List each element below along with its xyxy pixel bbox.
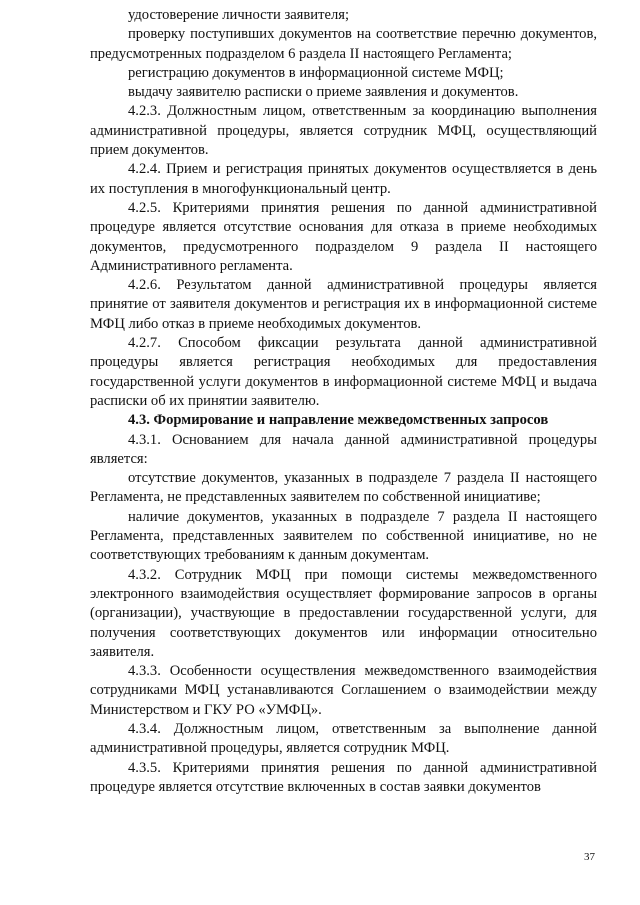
paragraph-4-2-5: 4.2.5. Критериями принятия решения по данной административной процедуре является отсутствие основания для отказа в приеме необходимых документов, предусмотренного подразделом 9 раздела II настоящего Административного регламента. [90,199,597,274]
paragraph-4-3-5: 4.3.5. Критериями принятия решения по данной административной процедуре является отсутствие включенных в состав заявки документов [90,759,597,795]
paragraph-4-3-3: 4.3.3. Особенности осуществления межведомственного взаимодействия сотрудниками МФЦ устанавливаются Соглашением о взаимодействии между Министерством и ГКУ РО «УМФЦ». [90,663,597,718]
paragraph-presence-of-documents: наличие документов, указанных в подразделе 7 раздела II настоящего Регламента, представленных заявителем по собственной инициативе, но не соответствующих требованиям к данным документам. [90,508,597,564]
paragraph-receipt: выдачу заявителю расписки о приеме заявления и документов. [128,84,519,101]
paragraph-registration: регистрацию документов в информационной системе МФЦ; [128,64,504,81]
paragraph-4-3-2: 4.3.2. Сотрудник МФЦ при помощи системы межведомственного электронного взаимодействия осуществляет формирование запросов в органы (организации), участвующие в предоставлении государственной услуги, для получения соответствующих документов или информации относительно заявителя. [90,566,597,660]
paragraph-document-check: проверку поступивших документов на соответствие перечню документов, предусмотренных подразделом 6 раздела II настоящего Регламента; [90,26,597,62]
paragraph-4-3-1: 4.3.1. Основанием для начала данной административной процедуры является: [90,431,597,467]
paragraph-identity: удостоверение личности заявителя; [128,7,350,23]
paragraph-absence-of-documents: отсутствие документов, указанных в подразделе 7 раздела II настоящего Регламента, не представленных заявителем по собственной инициативе; [90,470,597,506]
page-number: 37 [584,851,595,863]
section-heading-4-3: 4.3. Формирование и направление межведомственных запросов [128,412,549,429]
paragraph-4-2-6: 4.2.6. Результатом данной административной процедуры является принятие от заявителя документов и регистрация их в информационной системе МФЦ либо отказ в приеме необходимых документов. [90,277,597,332]
paragraph-4-2-7: 4.2.7. Способом фиксации результата данной административной процедуры является регистрация необходимых для предоставления государственной услуги документов в информационной системе МФЦ и выдача расписки об их принятии заявителю. [90,335,597,409]
paragraph-4-3-4: 4.3.4. Должностным лицом, ответственным за выполнение данной административной процедуры, является сотрудник МФЦ. [90,720,597,757]
paragraph-4-2-3: 4.2.3. Должностным лицом, ответственным за координацию выполнения административной процедуры, является сотрудник МФЦ, осуществляющий прием документов. [90,103,597,159]
paragraph-4-2-4: 4.2.4. Прием и регистрация принятых документов осуществляется в день их поступления в многофункциональный центр. [90,161,597,197]
document-body [90,6,597,797]
